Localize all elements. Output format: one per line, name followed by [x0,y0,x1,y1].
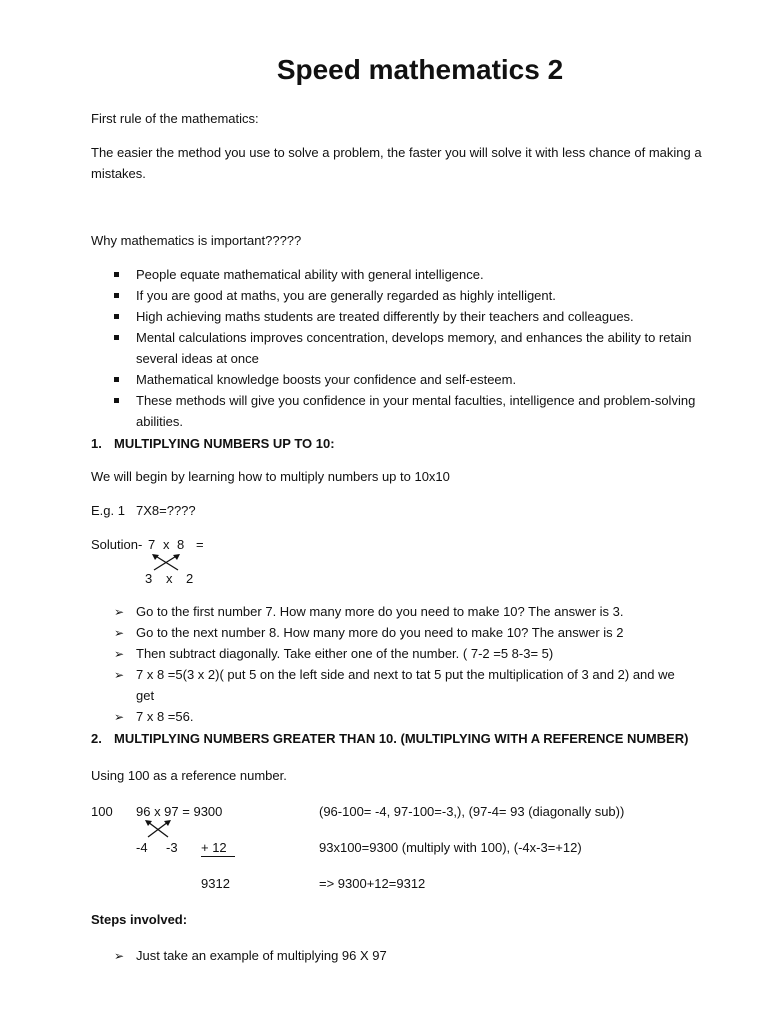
section-2-heading: MULTIPLYING NUMBERS GREATER THAN 10. (MULTIPLYING WITH A REFERENCE NUMBER) [114,731,689,746]
step-item: Then subtract diagonally. Take either one of the number. ( 7-2 =5 8-3= 5) [136,646,554,661]
first-rule-text-line-2: mistakes. [91,166,146,181]
why-bullet: High achieving maths students are treated differently by their teachers and colleagues. [136,309,634,324]
step-item: Just take an example of multiplying 96 X 97 [136,948,387,963]
square-bullet-icon [114,314,119,319]
why-bullet: People equate mathematical ability with general intelligence. [136,267,484,282]
product-line: 96 x 97 = 9300 [136,804,223,819]
section-1-heading: MULTIPLYING NUMBERS UP TO 10: [114,436,335,451]
note-2: 93x100=9300 (multiply with 100), (-4x-3=+12) [319,840,582,855]
sub-x: x [166,571,173,586]
why-bullet-continuation: several ideas at once [136,351,259,366]
note-3: => 9300+12=9312 [319,876,426,891]
step-item: Go to the first number 7. How many more do you need to make 10? The answer is 3. [136,604,624,619]
step-item: 7 x 8 =5(3 x 2)( put 5 on the left side and next to tat 5 put the multiplication of 3 and 2) and we [136,667,675,682]
reference-number: 100 [91,804,113,819]
why-bullet: Mathematical knowledge boosts your confidence and self-esteem. [136,372,517,387]
arrow-bullet-icon: ➢ [114,949,125,963]
square-bullet-icon [114,335,119,340]
why-bullet: If you are good at maths, you are generally regarded as highly intelligent. [136,288,556,303]
sub-num-a: 3 [145,571,153,586]
solution-label: Solution- [91,537,143,552]
square-bullet-icon [114,272,119,277]
step-item: Go to the next number 8. How many more do you need to make 10? The answer is 2 [136,625,624,640]
why-bullet: These methods will give you confidence in your mental faculties, intelligence and problem-solving [136,393,696,408]
square-bullet-icon [114,377,119,382]
plus-product: + 12 [201,840,235,857]
section-1-number: 1. [91,436,102,451]
deviation-2: -3 [166,840,178,855]
why-bullet: Mental calculations improves concentration, develops memory, and enhances the ability to retain [136,330,692,345]
first-rule-heading: First rule of the mathematics: [91,111,259,126]
why-heading: Why mathematics is important????? [91,233,302,248]
arrow-bullet-icon: ➢ [114,668,125,682]
arrow-bullet-icon: ➢ [114,626,125,640]
example-label: E.g. 1 [91,503,125,518]
why-bullet-continuation: abilities. [136,414,183,429]
sub-num-b: 2 [186,571,194,586]
first-rule-text-line-1: The easier the method you use to solve a problem, the faster you will solve it with less chance of making a [91,145,702,160]
steps-heading: Steps involved: [91,912,188,927]
diagonal-cross-arrows-icon [142,818,174,840]
note-1: (96-100= -4, 97-100=-3,), (97-4= 93 (diagonally sub)) [319,804,625,819]
arrow-bullet-icon: ➢ [114,647,125,661]
step-item-continuation: get [136,688,155,703]
solution-x: x [163,537,170,552]
arrow-bullet-icon: ➢ [114,710,125,724]
final-result: 9312 [201,876,230,891]
example-value: 7X8=???? [136,503,196,518]
arrow-bullet-icon: ➢ [114,605,125,619]
square-bullet-icon [114,398,119,403]
section-2-number: 2. [91,731,102,746]
solution-eq: = [196,537,204,552]
deviation-1: -4 [136,840,148,855]
section-2-intro: Using 100 as a reference number. [91,768,287,783]
square-bullet-icon [114,293,119,298]
section-1-intro: We will begin by learning how to multiply numbers up to 10x10 [91,469,450,484]
solution-num-b: 8 [177,537,185,552]
step-item: 7 x 8 =56. [136,709,194,724]
solution-num-a: 7 [148,537,156,552]
page-title: Speed mathematics 2 [276,54,564,85]
